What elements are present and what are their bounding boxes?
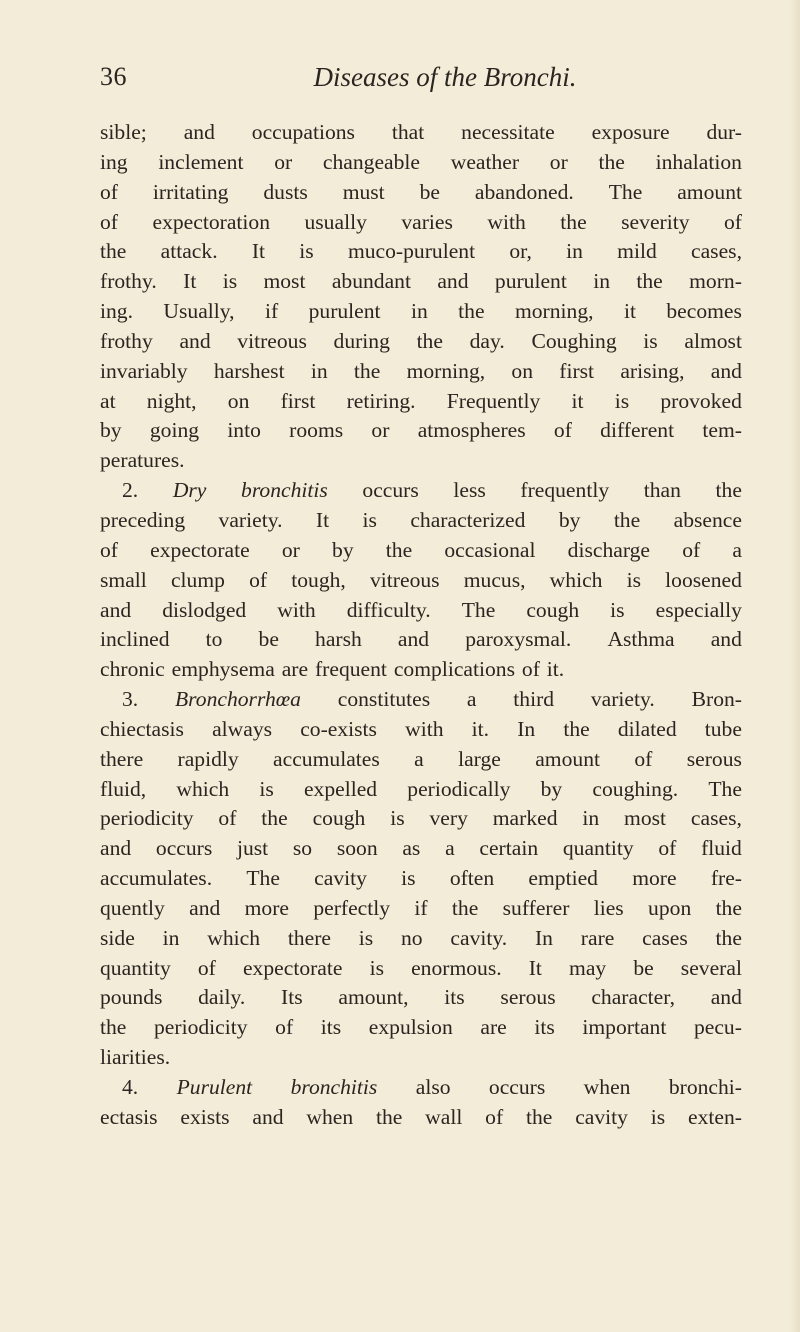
text-line: 2. Dry bronchitis occurs less frequently than the bbox=[122, 478, 742, 503]
text-line: quantity of expectorate is enormous. It may be several bbox=[100, 955, 742, 980]
text-line: ing. Usually, if purulent in the morning, it becomes bbox=[100, 299, 742, 324]
text-line: frothy. It is most abundant and purulent in the morn- bbox=[100, 269, 742, 294]
text-line: pounds daily. Its amount, its serous character, and bbox=[100, 985, 742, 1010]
running-title: Diseases of the Bronchi. bbox=[313, 62, 577, 92]
text-line: accumulates. The cavity is often emptied more fre- bbox=[100, 866, 742, 891]
text-line: and dislodged with difficulty. The cough is especially bbox=[100, 597, 742, 622]
text-line: and occurs just so soon as a certain quantity of fluid bbox=[100, 836, 742, 861]
text-line: side in which there is no cavity. In rare cases the bbox=[100, 925, 742, 950]
text-line: the periodicity of its expulsion are its important pecu- bbox=[100, 1015, 742, 1040]
text-line: invariably harshest in the morning, on first arising, and bbox=[100, 358, 742, 383]
text-line: of expectorate or by the occasional discharge of a bbox=[100, 537, 742, 562]
text-line: of expectoration usually varies with the severity of bbox=[100, 209, 742, 234]
text-line: ing inclement or changeable weather or the inhalation bbox=[100, 149, 742, 174]
text-line: at night, on first retiring. Frequently it is provoked bbox=[100, 388, 742, 413]
text-line: the attack. It is muco-purulent or, in mild cases, bbox=[100, 239, 742, 264]
page-edge-shadow bbox=[790, 0, 800, 1332]
text-line: fluid, which is expelled periodically by coughing. The bbox=[100, 776, 742, 801]
text-line: small clump of tough, vitreous mucus, which is loosened bbox=[100, 567, 742, 592]
text-line: liarities. bbox=[100, 1045, 171, 1070]
text-line: quently and more perfectly if the sufferer lies upon the bbox=[100, 895, 742, 920]
text-line: ectasis exists and when the wall of the cavity is exten- bbox=[100, 1104, 742, 1129]
page-header bbox=[100, 62, 750, 96]
text-line: there rapidly accumulates a large amount of serous bbox=[100, 746, 742, 771]
text-line: 3. Bronchorrhœa constitutes a third variety. Bron- bbox=[122, 687, 742, 712]
text-line: preceding variety. It is characterized by the absence bbox=[100, 507, 742, 532]
text-line: periodicity of the cough is very marked in most cases, bbox=[100, 806, 742, 831]
text-line: by going into rooms or atmospheres of different tem- bbox=[100, 418, 742, 443]
text-line: of irritating dusts must be abandoned. The amount bbox=[100, 179, 742, 204]
page-number: 36 bbox=[100, 62, 127, 91]
text-line: chronic emphysema are frequent complications of it. bbox=[100, 657, 565, 682]
text-line: chiectasis always co-exists with it. In the dilated tube bbox=[100, 716, 742, 741]
text-line: frothy and vitreous during the day. Coughing is almost bbox=[100, 328, 742, 353]
text-line: 4. Purulent bronchitis also occurs when bronchi- bbox=[122, 1075, 742, 1099]
text-line: inclined to be harsh and paroxysmal. Asthma and bbox=[100, 627, 742, 652]
text-line: sible; and occupations that necessitate exposure dur- bbox=[100, 120, 742, 144]
body-text bbox=[100, 118, 742, 1133]
text-line: peratures. bbox=[100, 448, 185, 473]
